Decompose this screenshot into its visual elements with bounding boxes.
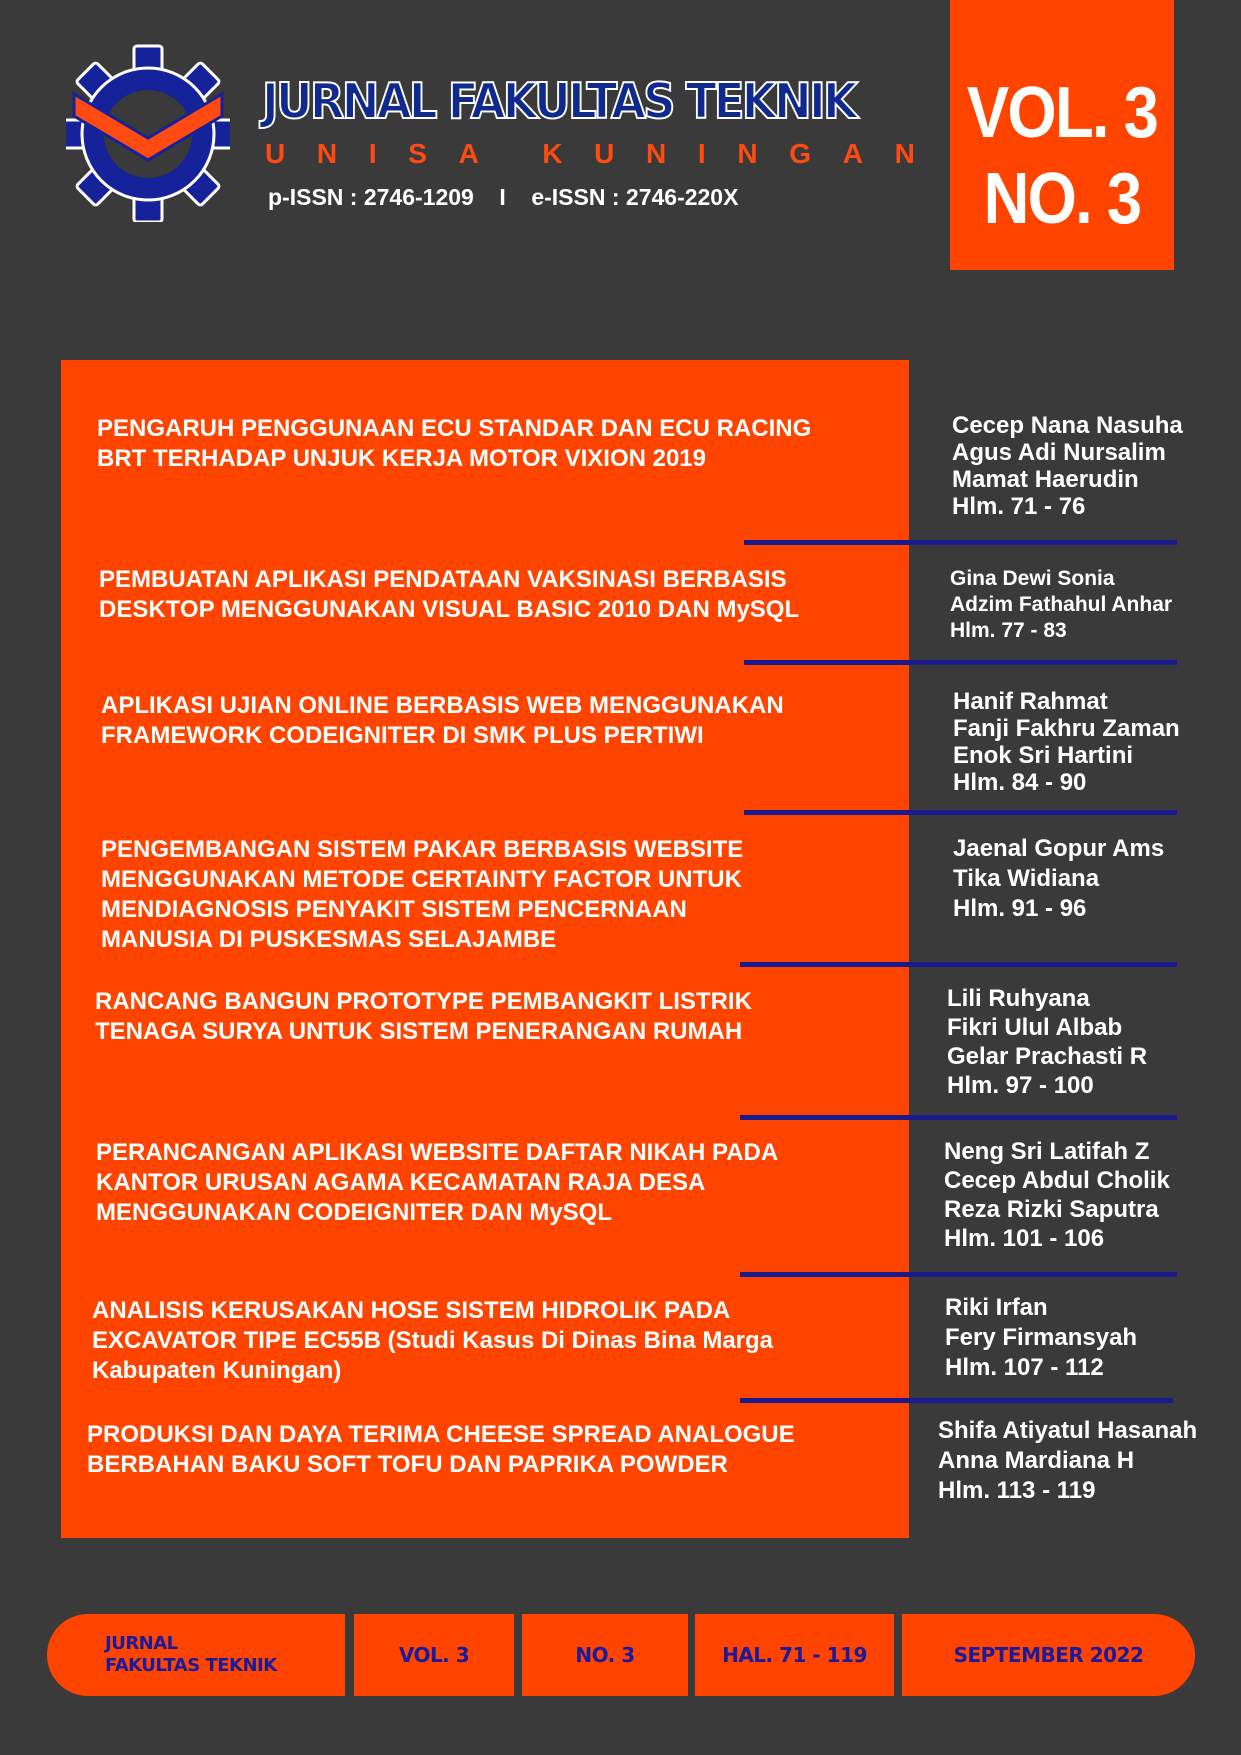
subtitle-letter: A: [458, 138, 479, 169]
article-title: PENGARUH PENGGUNAAN ECU STANDAR DAN ECU RACING BRT TERHADAP UNJUK KERJA MOTOR VIXION 2019: [97, 415, 812, 472]
footer-date: SEPTEMBER 2022: [902, 1614, 1195, 1696]
journal-subtitle: [265, 138, 915, 170]
subtitle-letter: N: [737, 138, 758, 169]
article-authors: [953, 688, 1180, 796]
subtitle-letter: K: [542, 138, 563, 169]
subtitle-letter: U: [594, 138, 615, 169]
article-pages: Hlm. 97 - 100: [947, 1072, 1094, 1099]
author-name: Gina Dewi Sonia: [950, 567, 1115, 590]
author-name: Shifa Atiyatul Hasanah: [938, 1417, 1198, 1444]
journal-title: JURNAL FAKULTAS TEKNIK: [262, 73, 856, 130]
article-pages: Hlm. 71 - 76: [952, 493, 1086, 520]
author-name: Jaenal Gopur Ams: [953, 835, 1165, 862]
subtitle-letter: N: [316, 138, 338, 169]
author-name: Anna Mardiana H: [938, 1447, 1135, 1474]
badge-number: NO. 3: [983, 159, 1141, 239]
issn-line: p-ISSN : 2746-1209 I e-ISSN : 2746-220X: [268, 184, 739, 210]
author-name: Hanif Rahmat: [953, 688, 1108, 715]
author-name: Adzim Fathahul Anhar: [950, 593, 1173, 616]
footer-volume: VOL. 3: [354, 1614, 514, 1696]
author-name: Fikri Ulul Albab: [947, 1014, 1123, 1041]
article-separator: [744, 540, 1177, 545]
subtitle-letter: I: [368, 138, 377, 169]
author-name: Mamat Haerudin: [952, 466, 1139, 493]
author-name: Cecep Nana Nasuha: [952, 412, 1183, 439]
article-title: ANALISIS KERUSAKAN HOSE SISTEM HIDROLIK PADA EXCAVATOR TIPE EC55B (Studi Kasus Di Dinas Bina Marga Kabupaten Kuningan): [92, 1297, 774, 1384]
article-pages: Hlm. 91 - 96: [953, 895, 1087, 922]
author-name: Enok Sri Hartini: [953, 742, 1134, 769]
subtitle-letter: N: [894, 138, 915, 169]
subtitle-letter: N: [646, 138, 667, 169]
footer-journal: JURNAL FAKULTAS TEKNIK: [47, 1614, 345, 1696]
author-name: Riki Irfan: [945, 1294, 1048, 1321]
article-authors: [947, 984, 1147, 1100]
article-title: PERANCANGAN APLIKASI WEBSITE DAFTAR NIKAH PADA KANTOR URUSAN AGAMA KECAMATAN RAJA DESA MENGGUNAKAN CODEIGNITER DAN MySQL: [96, 1139, 779, 1226]
article-authors: [950, 566, 1172, 644]
author-name: Neng Sri Latifah Z: [944, 1138, 1150, 1165]
subtitle-letter: I: [697, 138, 706, 169]
article-title: APLIKASI UJIAN ONLINE BERBASIS WEB MENGGUNAKAN FRAMEWORK CODEIGNITER DI SMK PLUS PERTIWI: [101, 692, 784, 749]
article-title: PRODUKSI DAN DAYA TERIMA CHEESE SPREAD ANALOGUE BERBAHAN BAKU SOFT TOFU DAN PAPRIKA POWDER: [87, 1421, 795, 1478]
author-name: Fanji Fakhru Zaman: [953, 715, 1180, 742]
article-authors: [952, 412, 1183, 520]
badge-volume: VOL. 3: [966, 73, 1158, 153]
article-authors: [945, 1293, 1137, 1383]
subtitle-letter: U: [265, 138, 286, 169]
article-title: PEMBUATAN APLIKASI PENDATAAN VAKSINASI BERBASIS DESKTOP MENGGUNAKAN VISUAL BASIC 2010 DAN MySQL: [99, 566, 800, 623]
footer-number: NO. 3: [522, 1614, 688, 1696]
author-name: Cecep Abdul Cholik: [944, 1167, 1170, 1194]
subtitle-letter: A: [842, 138, 863, 169]
article-separator: [740, 1272, 1177, 1277]
footer-pages: HAL. 71 - 119: [695, 1614, 894, 1696]
article-authors: [938, 1416, 1197, 1506]
subtitle-letter: G: [789, 138, 812, 169]
volume-badge: [950, 0, 1174, 270]
author-name: Fery Firmansyah: [945, 1324, 1138, 1351]
article-separator: [744, 810, 1177, 815]
author-name: Tika Widiana: [953, 865, 1100, 892]
article-pages: Hlm. 101 - 106: [944, 1225, 1105, 1252]
article-pages: Hlm. 113 - 119: [938, 1477, 1096, 1504]
article-separator: [740, 1398, 1173, 1403]
article-separator: [744, 660, 1177, 665]
footer-bar: [47, 1614, 1195, 1696]
subtitle-letter: S: [408, 138, 427, 169]
author-name: Reza Rizki Saputra: [944, 1196, 1159, 1223]
article-separator: [740, 1115, 1177, 1120]
article-authors: [944, 1137, 1170, 1253]
article-pages: Hlm. 84 - 90: [953, 769, 1087, 796]
author-name: Agus Adi Nursalim: [952, 439, 1166, 466]
article-pages: Hlm. 77 - 83: [950, 619, 1067, 642]
article-title: PENGEMBANGAN SISTEM PAKAR BERBASIS WEBSITE MENGGUNAKAN METODE CERTAINTY FACTOR UNTUK MENDIAGNOSIS PENYAKIT SISTEM PENCERNAAN MANUSIA DI PUSKESMAS SELAJAMBE: [101, 836, 744, 953]
article-separator: [740, 962, 1177, 967]
article-pages: Hlm. 107 - 112: [945, 1354, 1104, 1381]
gear-logo-icon: [66, 42, 230, 222]
article-authors: [953, 834, 1164, 924]
author-name: Lili Ruhyana: [947, 985, 1090, 1012]
article-title: RANCANG BANGUN PROTOTYPE PEMBANGKIT LISTRIK TENAGA SURYA UNTUK SISTEM PENERANGAN RUMAH: [95, 988, 752, 1045]
author-name: Gelar Prachasti R: [947, 1043, 1148, 1070]
